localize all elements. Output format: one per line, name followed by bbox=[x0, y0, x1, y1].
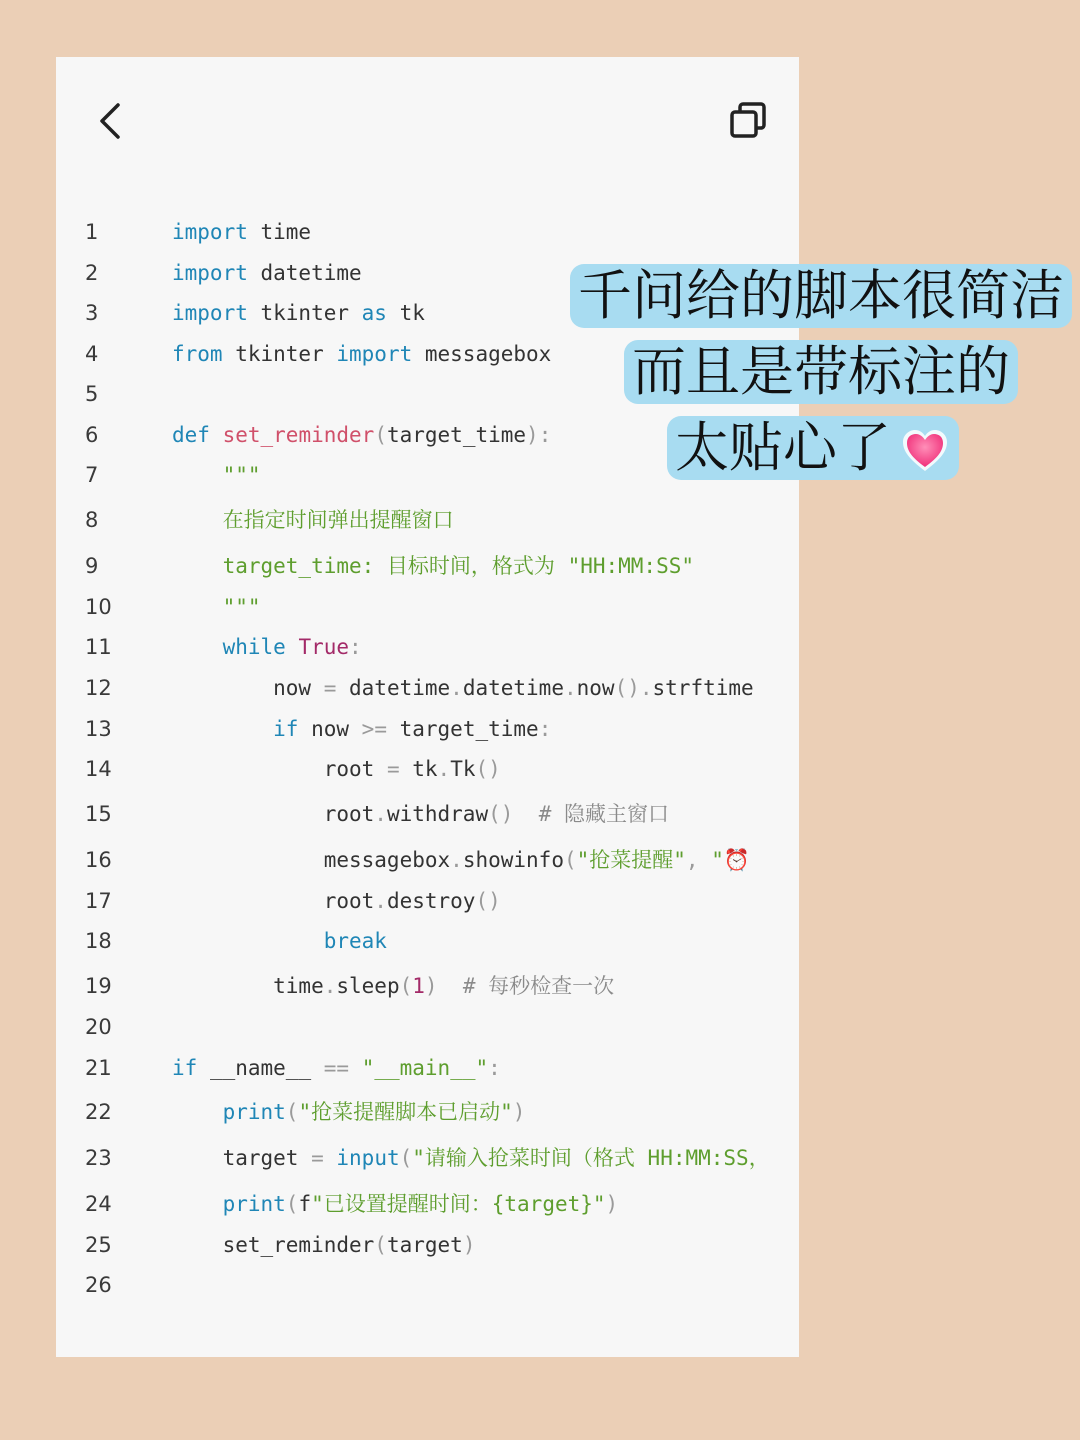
code-token: ( bbox=[374, 423, 387, 447]
code-line bbox=[56, 1225, 799, 1265]
code-line bbox=[56, 500, 799, 540]
code-line bbox=[56, 794, 799, 834]
code-token: "__main__" bbox=[361, 1056, 489, 1080]
line-number: 4 bbox=[85, 342, 99, 366]
code-token: ( bbox=[399, 1146, 413, 1170]
code-token: ( bbox=[285, 1100, 299, 1124]
code-line bbox=[56, 1265, 799, 1305]
code-token: # 每秒检查一次 bbox=[437, 974, 615, 998]
line-number: 10 bbox=[85, 595, 112, 619]
code-token bbox=[172, 717, 273, 741]
code-token: target_time bbox=[386, 423, 527, 447]
code-line bbox=[56, 1138, 799, 1178]
code-token: __name__ bbox=[197, 1056, 324, 1080]
code-text bbox=[172, 709, 551, 749]
code-token: """ bbox=[172, 463, 261, 487]
code-token: , bbox=[685, 848, 712, 872]
code-token bbox=[349, 1056, 362, 1080]
code-text bbox=[172, 881, 501, 921]
code-token bbox=[324, 1146, 337, 1170]
code-text bbox=[172, 546, 694, 586]
code-token: ) bbox=[424, 974, 438, 998]
code-line bbox=[56, 840, 799, 880]
code-token: set_reminder bbox=[172, 1233, 375, 1257]
code-token: . bbox=[450, 848, 463, 872]
code-token bbox=[210, 423, 223, 447]
line-number: 24 bbox=[85, 1192, 112, 1216]
code-token: messagebox bbox=[412, 342, 552, 366]
code-token: while bbox=[222, 635, 286, 659]
code-token bbox=[172, 635, 223, 659]
code-text bbox=[172, 253, 362, 293]
code-text bbox=[172, 212, 311, 252]
line-number: 23 bbox=[85, 1146, 112, 1170]
code-token: . bbox=[323, 974, 337, 998]
code-token: import bbox=[336, 342, 413, 366]
code-token: input bbox=[336, 1146, 400, 1170]
code-text bbox=[172, 455, 261, 495]
code-token: target bbox=[172, 1146, 312, 1170]
code-token: withdraw bbox=[386, 802, 489, 826]
line-number: 14 bbox=[85, 757, 112, 781]
line-number: 20 bbox=[85, 1015, 112, 1039]
code-token: = bbox=[323, 676, 337, 700]
code-text bbox=[172, 1184, 618, 1224]
code-line bbox=[56, 587, 799, 627]
code-line bbox=[56, 1007, 799, 1047]
code-token: tkinter bbox=[247, 301, 362, 325]
code-token: target bbox=[386, 1233, 463, 1257]
code-text bbox=[172, 1048, 501, 1088]
line-number: 5 bbox=[85, 382, 99, 406]
line-number: 19 bbox=[85, 974, 112, 998]
chevron-left-icon bbox=[92, 99, 132, 143]
line-number: 8 bbox=[85, 508, 99, 532]
code-token: datetime bbox=[336, 676, 451, 700]
code-token: root bbox=[172, 757, 387, 781]
code-token bbox=[172, 929, 324, 953]
code-line bbox=[56, 709, 799, 749]
code-text bbox=[172, 921, 387, 961]
code-token: now bbox=[576, 676, 615, 700]
line-number: 17 bbox=[85, 889, 112, 913]
code-token: now bbox=[172, 676, 324, 700]
code-line bbox=[56, 1092, 799, 1132]
code-token: tkinter bbox=[222, 342, 337, 366]
code-token: : bbox=[488, 1056, 501, 1080]
code-token: print bbox=[222, 1192, 286, 1216]
code-text bbox=[172, 627, 362, 667]
code-token: target_time bbox=[386, 717, 539, 741]
code-token: ) bbox=[512, 1100, 526, 1124]
code-text bbox=[172, 1138, 770, 1178]
line-number: 3 bbox=[85, 301, 99, 325]
code-token: ) bbox=[462, 1233, 476, 1257]
code-token: now bbox=[298, 717, 362, 741]
code-line bbox=[56, 966, 799, 1006]
code-token: showinfo bbox=[462, 848, 564, 872]
code-token: root bbox=[172, 889, 375, 913]
code-token: "抢菜提醒脚本已启动" bbox=[298, 1100, 513, 1124]
code-token: ): bbox=[526, 423, 552, 447]
caption-line-2: 而且是带标注的 bbox=[624, 340, 1018, 404]
code-token: root bbox=[172, 802, 375, 826]
line-number: 15 bbox=[85, 802, 112, 826]
code-token: target_time: 目标时间，格式为 "HH:MM:SS" bbox=[172, 554, 695, 578]
line-number: 6 bbox=[85, 423, 99, 447]
line-number: 7 bbox=[85, 463, 99, 487]
code-token: import bbox=[172, 301, 248, 325]
code-token: True bbox=[298, 635, 350, 659]
code-token: time bbox=[172, 974, 324, 998]
code-text bbox=[172, 966, 614, 1006]
code-token: as bbox=[361, 301, 387, 325]
code-line bbox=[56, 881, 799, 921]
code-token: : bbox=[349, 635, 362, 659]
code-token: () bbox=[488, 802, 514, 826]
code-token bbox=[172, 1192, 223, 1216]
code-token: strftime bbox=[652, 676, 754, 700]
code-token: ( bbox=[399, 974, 413, 998]
code-token: datetime bbox=[462, 676, 564, 700]
code-text bbox=[172, 415, 551, 455]
code-token: ) bbox=[605, 1192, 619, 1216]
code-token: ( bbox=[374, 1233, 387, 1257]
code-token: import bbox=[172, 261, 248, 285]
code-token: . bbox=[437, 757, 451, 781]
line-number: 13 bbox=[85, 717, 112, 741]
code-token: = bbox=[386, 757, 400, 781]
code-token: sleep bbox=[336, 974, 400, 998]
code-token: 1 bbox=[412, 974, 425, 998]
code-line bbox=[56, 212, 799, 252]
line-number: 18 bbox=[85, 929, 112, 953]
code-token: import bbox=[172, 220, 248, 244]
code-text bbox=[172, 794, 669, 834]
line-number: 11 bbox=[85, 635, 112, 659]
code-token: Tk bbox=[450, 757, 476, 781]
copy-icon bbox=[724, 97, 772, 145]
line-number: 22 bbox=[85, 1100, 112, 1124]
caption-line-3: 太贴心了 bbox=[675, 416, 891, 479]
line-number: 25 bbox=[85, 1233, 112, 1257]
code-text bbox=[172, 334, 551, 374]
code-text bbox=[172, 587, 261, 627]
line-number: 26 bbox=[85, 1273, 112, 1297]
code-token: >= bbox=[361, 717, 387, 741]
code-line bbox=[56, 1048, 799, 1088]
code-token: ( bbox=[563, 848, 577, 872]
code-token: . bbox=[374, 802, 387, 826]
code-text bbox=[172, 749, 501, 789]
code-token bbox=[172, 1100, 223, 1124]
code-token: tk bbox=[399, 757, 438, 781]
code-line bbox=[56, 1184, 799, 1224]
caption-line-3-box bbox=[667, 416, 959, 480]
code-token: 在指定时间弹出提醒窗口 bbox=[172, 508, 454, 532]
code-token: break bbox=[323, 929, 387, 953]
code-line bbox=[56, 627, 799, 667]
code-line bbox=[56, 668, 799, 708]
code-token: if bbox=[273, 717, 299, 741]
code-text bbox=[172, 840, 750, 880]
code-token: : bbox=[538, 717, 552, 741]
code-token: "请输入抢菜时间（格式 HH:MM:SS， bbox=[412, 1146, 770, 1170]
code-token: () bbox=[475, 889, 501, 913]
code-token: . bbox=[563, 676, 577, 700]
code-text bbox=[172, 668, 754, 708]
code-viewer-card bbox=[56, 57, 799, 1357]
code-token: if bbox=[172, 1056, 198, 1080]
code-line bbox=[56, 546, 799, 586]
code-token: ( bbox=[285, 1192, 299, 1216]
code-token: datetime bbox=[247, 261, 362, 285]
heart-emoji-icon bbox=[899, 425, 951, 477]
code-token: "抢菜提醒" bbox=[576, 848, 686, 872]
code-line bbox=[56, 921, 799, 961]
caption-line-1: 千问给的脚本很简洁 bbox=[570, 264, 1072, 328]
code-token: tk bbox=[386, 301, 425, 325]
code-token: "已设置提醒时间：{target}" bbox=[311, 1192, 606, 1216]
code-text bbox=[172, 500, 454, 540]
code-token: # 隐藏主窗口 bbox=[513, 802, 669, 826]
code-token: "⏰ bbox=[711, 848, 751, 872]
line-number: 21 bbox=[85, 1056, 112, 1080]
code-token bbox=[286, 635, 299, 659]
code-token: f bbox=[298, 1192, 312, 1216]
code-token: == bbox=[323, 1056, 350, 1080]
code-token: . bbox=[374, 889, 387, 913]
line-number: 1 bbox=[85, 220, 99, 244]
line-number: 12 bbox=[85, 676, 112, 700]
line-number: 16 bbox=[85, 848, 112, 872]
code-text bbox=[172, 1092, 525, 1132]
line-number: 9 bbox=[85, 554, 99, 578]
code-token: def bbox=[172, 423, 210, 447]
back-button[interactable] bbox=[92, 99, 132, 143]
code-line bbox=[56, 749, 799, 789]
code-token: (). bbox=[614, 676, 653, 700]
code-token: set_reminder bbox=[222, 423, 375, 447]
code-token: destroy bbox=[386, 889, 476, 913]
code-token: messagebox bbox=[172, 848, 451, 872]
code-token: () bbox=[475, 757, 501, 781]
copy-button[interactable] bbox=[724, 97, 772, 145]
code-text bbox=[172, 293, 425, 333]
code-token: """ bbox=[172, 595, 261, 619]
code-token: print bbox=[222, 1100, 286, 1124]
code-token: . bbox=[450, 676, 463, 700]
line-number: 2 bbox=[85, 261, 99, 285]
code-token: time bbox=[247, 220, 312, 244]
code-text bbox=[172, 1225, 475, 1265]
code-token: from bbox=[172, 342, 223, 366]
code-token: = bbox=[311, 1146, 324, 1170]
